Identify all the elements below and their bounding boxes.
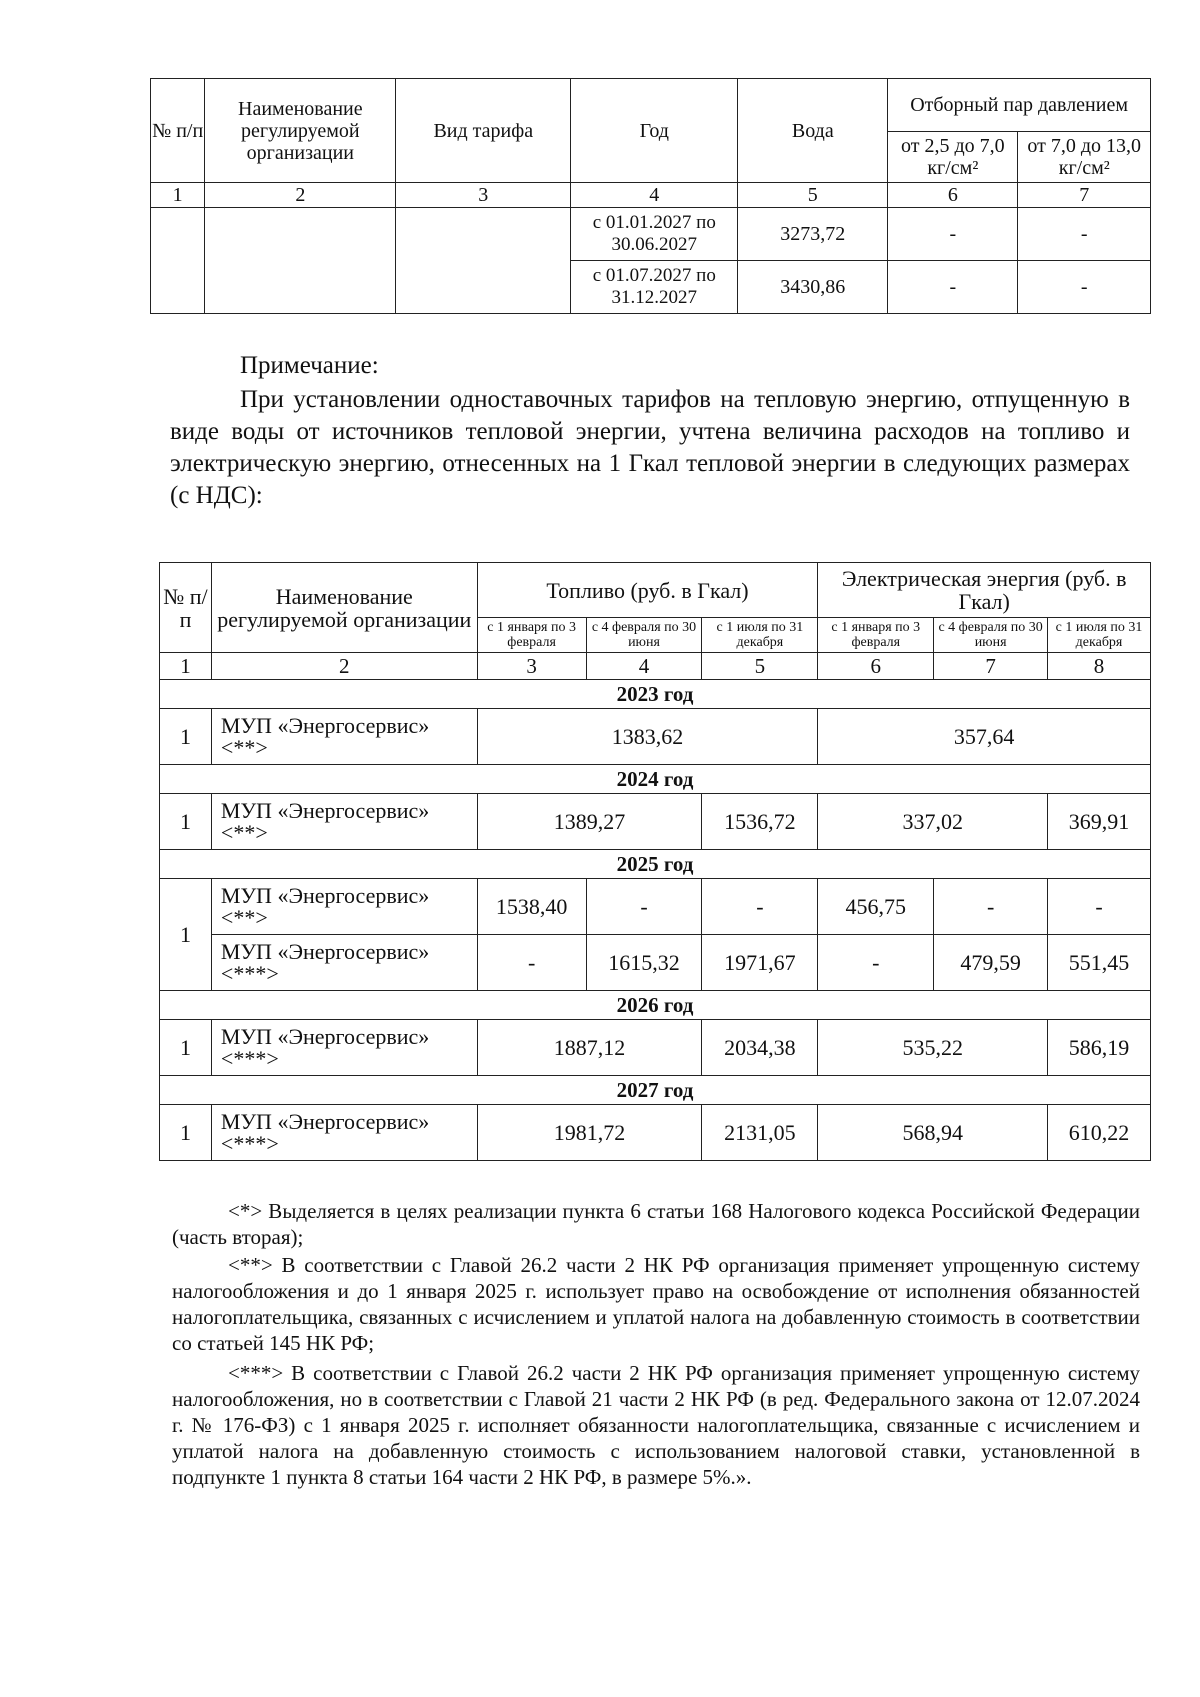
fuel-value: 1538,40 bbox=[477, 879, 586, 935]
fuel-value: 1981,72 bbox=[477, 1105, 702, 1161]
steam-low-value: - bbox=[888, 261, 1018, 314]
row-number: 1 bbox=[160, 709, 212, 765]
t1-header-org: Наименование регулируемой организации bbox=[205, 79, 396, 183]
org-name: МУП «Энергосервис» <**> bbox=[211, 709, 477, 765]
period-header: с 1 июля по 31 декабря bbox=[1048, 618, 1151, 653]
t1-empty-cell bbox=[205, 208, 396, 314]
t1-header-water: Вода bbox=[738, 79, 888, 183]
fuel-value: 1887,12 bbox=[477, 1020, 702, 1076]
org-name: МУП «Энергосервис» <***> bbox=[211, 935, 477, 991]
period-header: с 1 января по 3 февраля bbox=[818, 618, 934, 653]
t1-empty-cell bbox=[151, 208, 205, 314]
t1-empty-cell bbox=[396, 208, 571, 314]
fuel-value: 1389,27 bbox=[477, 794, 702, 850]
period-header: с 1 января по 3 февраля bbox=[477, 618, 586, 653]
year-header: 2024 год bbox=[160, 765, 1151, 794]
fuel-value: 1536,72 bbox=[702, 794, 818, 850]
period-cell: с 01.01.2027 по 30.06.2027 bbox=[571, 208, 738, 261]
t1-header-tariff: Вид тарифа bbox=[396, 79, 571, 183]
table-row bbox=[160, 794, 1151, 850]
steam-low-value: - bbox=[888, 208, 1018, 261]
electric-value: 479,59 bbox=[934, 935, 1048, 991]
table-row bbox=[160, 935, 1151, 991]
footnote-2: <**> В соответствии с Главой 26.2 части 2 НК РФ организация применяет упрощенную систему налогообложения и до 1 января 2025 г. использует право на освобождение от исполнения обязанностей налогоплательщика, связанных с исчислением и уплатой налога на добавленную стоимость в соответствии со статьей 145 НК РФ; bbox=[172, 1253, 1140, 1355]
t1-header-num: № п/п bbox=[151, 79, 205, 183]
t2-header-num: № п/п bbox=[160, 563, 212, 653]
col-number: 3 bbox=[477, 653, 586, 680]
org-name: МУП «Энергосервис» <**> bbox=[211, 794, 477, 850]
fuel-value: 2131,05 bbox=[702, 1105, 818, 1161]
col-number: 7 bbox=[1018, 183, 1151, 208]
col-number: 4 bbox=[586, 653, 702, 680]
row-number: 1 bbox=[160, 1105, 212, 1161]
t1-column-numbers bbox=[151, 183, 1151, 208]
col-number: 8 bbox=[1048, 653, 1151, 680]
col-number: 2 bbox=[211, 653, 477, 680]
costs-table bbox=[159, 562, 1151, 1161]
table-row bbox=[160, 879, 1151, 935]
electric-value: 586,19 bbox=[1048, 1020, 1151, 1076]
table-row bbox=[151, 208, 1151, 261]
t2-column-numbers bbox=[160, 653, 1151, 680]
electric-value: 568,94 bbox=[818, 1105, 1048, 1161]
org-name: МУП «Энергосервис» <***> bbox=[211, 1020, 477, 1076]
org-name: МУП «Энергосервис» <**> bbox=[211, 879, 477, 935]
period-cell: с 01.07.2027 по 31.12.2027 bbox=[571, 261, 738, 314]
electric-value: 535,22 bbox=[818, 1020, 1048, 1076]
col-number: 5 bbox=[738, 183, 888, 208]
fuel-value: 1383,62 bbox=[477, 709, 818, 765]
row-number: 1 bbox=[160, 794, 212, 850]
period-header: с 1 июля по 31 декабря bbox=[702, 618, 818, 653]
col-number: 7 bbox=[934, 653, 1048, 680]
electric-value: 456,75 bbox=[818, 879, 934, 935]
fuel-value: - bbox=[586, 879, 702, 935]
row-number: 1 bbox=[160, 879, 212, 991]
period-header: с 4 февраля по 30 июня bbox=[934, 618, 1048, 653]
col-number: 1 bbox=[151, 183, 205, 208]
row-number: 1 bbox=[160, 1020, 212, 1076]
steam-high-value: - bbox=[1018, 261, 1151, 314]
note-title: Примечание: bbox=[240, 352, 379, 379]
tariff-table bbox=[150, 78, 1151, 314]
fuel-value: 2034,38 bbox=[702, 1020, 818, 1076]
electric-value: - bbox=[818, 935, 934, 991]
col-number: 1 bbox=[160, 653, 212, 680]
table-row bbox=[160, 1020, 1151, 1076]
electric-value: 610,22 bbox=[1048, 1105, 1151, 1161]
electric-value: 357,64 bbox=[818, 709, 1151, 765]
steam-high-value: - bbox=[1018, 208, 1151, 261]
t2-header-fuel: Топливо (руб. в Гкал) bbox=[477, 563, 818, 618]
footnote-3: <***> В соответствии с Главой 26.2 части 2 НК РФ организация применяет упрощенную систему налогообложения, но в соответствии с Главой 21 части 2 НК РФ (в ред. Федерального закона от 12.07.2024 г. № 176-ФЗ) с 1 января 2025 г. исполняет обязанности налогоплательщика, связанные с исчислением и уплатой налога на добавленную стоимость с использованием налоговой ставки, установленной в подпункте 1 пункта 8 статьи 164 части 2 НК РФ, в размере 5%.». bbox=[172, 1361, 1140, 1489]
period-header: с 4 февраля по 30 июня bbox=[586, 618, 702, 653]
fuel-value: - bbox=[477, 935, 586, 991]
col-number: 4 bbox=[571, 183, 738, 208]
electric-value: - bbox=[934, 879, 1048, 935]
t1-header-steam-high: от 7,0 до 13,0 кг/см² bbox=[1018, 132, 1151, 183]
year-header: 2026 год bbox=[160, 991, 1151, 1020]
fuel-value: 1615,32 bbox=[586, 935, 702, 991]
col-number: 5 bbox=[702, 653, 818, 680]
year-header: 2027 год bbox=[160, 1076, 1151, 1105]
note-text: При установлении одноставочных тарифов на тепловую энергию, отпущенную в виде воды от источников тепловой энергии, учтена величина расходов на топливо и электрическую энергию, отнесенных на 1 Гкал тепловой энергии в следующих размерах (с НДС): bbox=[170, 386, 1130, 509]
electric-value: 369,91 bbox=[1048, 794, 1151, 850]
col-number: 2 bbox=[205, 183, 396, 208]
footnote-1: <*> Выделяется в целях реализации пункта 6 статьи 168 Налогового кодекса Российской Федерации (часть вторая); bbox=[172, 1199, 1140, 1249]
electric-value: 551,45 bbox=[1048, 935, 1151, 991]
col-number: 6 bbox=[818, 653, 934, 680]
year-header: 2025 год bbox=[160, 850, 1151, 879]
t1-header-year: Год bbox=[571, 79, 738, 183]
water-value: 3273,72 bbox=[738, 208, 888, 261]
col-number: 3 bbox=[396, 183, 571, 208]
fuel-value: - bbox=[702, 879, 818, 935]
org-name: МУП «Энергосервис» <***> bbox=[211, 1105, 477, 1161]
t1-header-steam: Отборный пар давлением bbox=[888, 79, 1151, 132]
year-header: 2023 год bbox=[160, 680, 1151, 709]
water-value: 3430,86 bbox=[738, 261, 888, 314]
fuel-value: 1971,67 bbox=[702, 935, 818, 991]
table-row bbox=[160, 709, 1151, 765]
t2-header-org: Наименование регулируемой организации bbox=[211, 563, 477, 653]
table-row bbox=[160, 1105, 1151, 1161]
electric-value: 337,02 bbox=[818, 794, 1048, 850]
col-number: 6 bbox=[888, 183, 1018, 208]
t1-header-steam-low: от 2,5 до 7,0 кг/см² bbox=[888, 132, 1018, 183]
electric-value: - bbox=[1048, 879, 1151, 935]
t2-header-electric: Электрическая энергия (руб. в Гкал) bbox=[818, 563, 1151, 618]
